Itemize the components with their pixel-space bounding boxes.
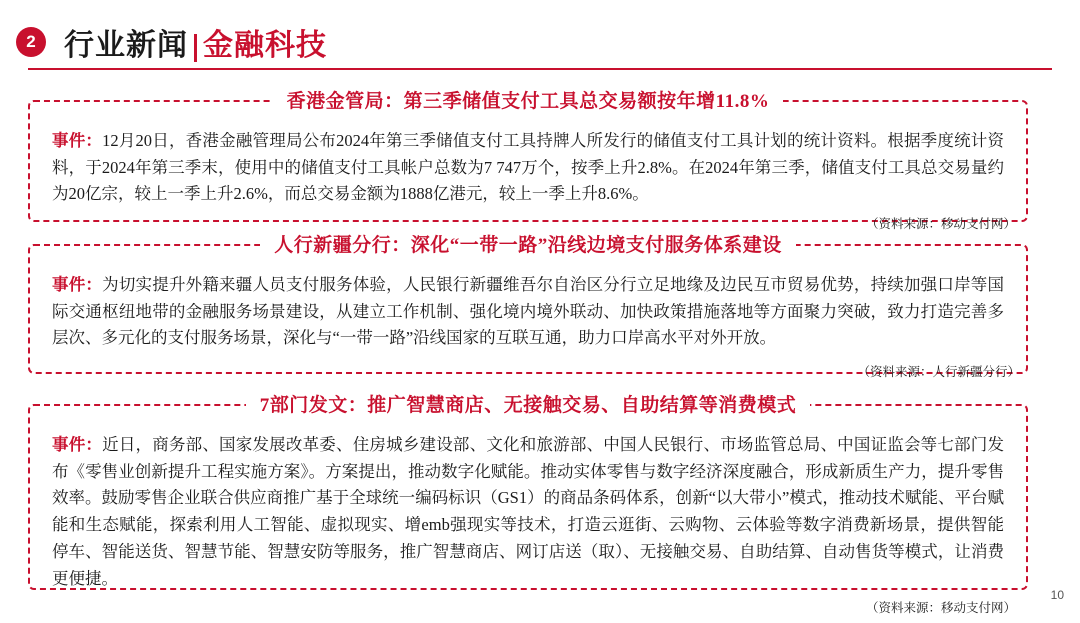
- page-subtitle-text: 金融科技: [203, 29, 327, 62]
- news-card-title-text: 7部门发文：推广智慧商店、无接触交易、自助结算等消费模式: [246, 395, 811, 416]
- news-card-title-text: 香港金管局：第三季储值支付工具总交易额按年增11.8%: [273, 91, 784, 112]
- event-label: 事件：: [52, 275, 103, 294]
- news-card-title-text: 人行新疆分行：深化“一带一路”沿线边境支付服务体系建设: [260, 235, 796, 256]
- page-title: [64, 20, 327, 64]
- news-card-source: （资料来源：移动支付网）: [865, 601, 1016, 616]
- event-text: 12月20日，香港金融管理局公布2024年第三季储值支付工具持牌人所发行的储值支付工具计划的统计资料。根据季度统计资料，于2024年第三季末，使用中的储值支付工具帐户总数为7 747万个，按季上升2.8%。在2024年第三季，储值支付工具总交易量约为20亿宗，较上一季上升2.6%，而总交易金额为1888亿港元，较上一季上升8.6%。: [52, 131, 1005, 204]
- header-rule: [28, 68, 1052, 70]
- page-header: [0, 18, 1080, 66]
- event-label: 事件：: [52, 435, 103, 454]
- page-number: 10: [1050, 588, 1064, 602]
- title-divider: [194, 34, 197, 62]
- news-card-body: [30, 246, 1026, 358]
- event-label: 事件：: [52, 131, 103, 150]
- news-card: [28, 395, 1028, 616]
- news-card-source: （资料来源：移动支付网）: [865, 217, 1016, 232]
- news-card-body: [30, 406, 1026, 598]
- page-title-text: 行业新闻: [64, 29, 188, 62]
- section-number-badge: 2: [16, 27, 46, 57]
- news-card: [28, 235, 1028, 379]
- event-text: 为切实提升外籍来疆人员支付服务体验，人民银行新疆维吾尔自治区分行立足地缘及边民互市贸易优势，持续加强口岸等国际交通枢纽地带的金融服务场景建设，从建立工作机制、强化境内境外联动、加快政策措施落地等方面聚力突破，致力打造完善多层次、多元化的支付服务场景，深化与“一带一路”沿线国家的互联互通，助力口岸高水平对外开放。: [52, 275, 1005, 348]
- event-text: 近日，商务部、国家发展改革委、住房城乡建设部、文化和旅游部、中国人民银行、市场监管总局、中国证监会等七部门发布《零售业创新提升工程实施方案》。方案提出，推动数字化赋能。推动实体零售与数字经济深度融合，形成新质生产力，提升零售效率。鼓励零售企业联合供应商推广基于全球统一编码标识（GS1）的商品条码体系，创新“以大带小”模式，推动技术赋能、平台赋能和生态赋能，探索利用人工智能、虚拟现实、增emb强现实等技术，打造云逛街、云购物、云体验等数字消费新场景，提供智能停车、智能送货、智慧节能、智慧安防等服务，推广智慧商店、网订店送（取）、无接触交易、自助结算、自动售货等模式，让消费更便捷。: [52, 435, 1005, 588]
- news-card: [28, 91, 1028, 232]
- news-card-source: （资料来源：人行新疆分行）: [857, 365, 1020, 379]
- news-card-body: [30, 102, 1026, 214]
